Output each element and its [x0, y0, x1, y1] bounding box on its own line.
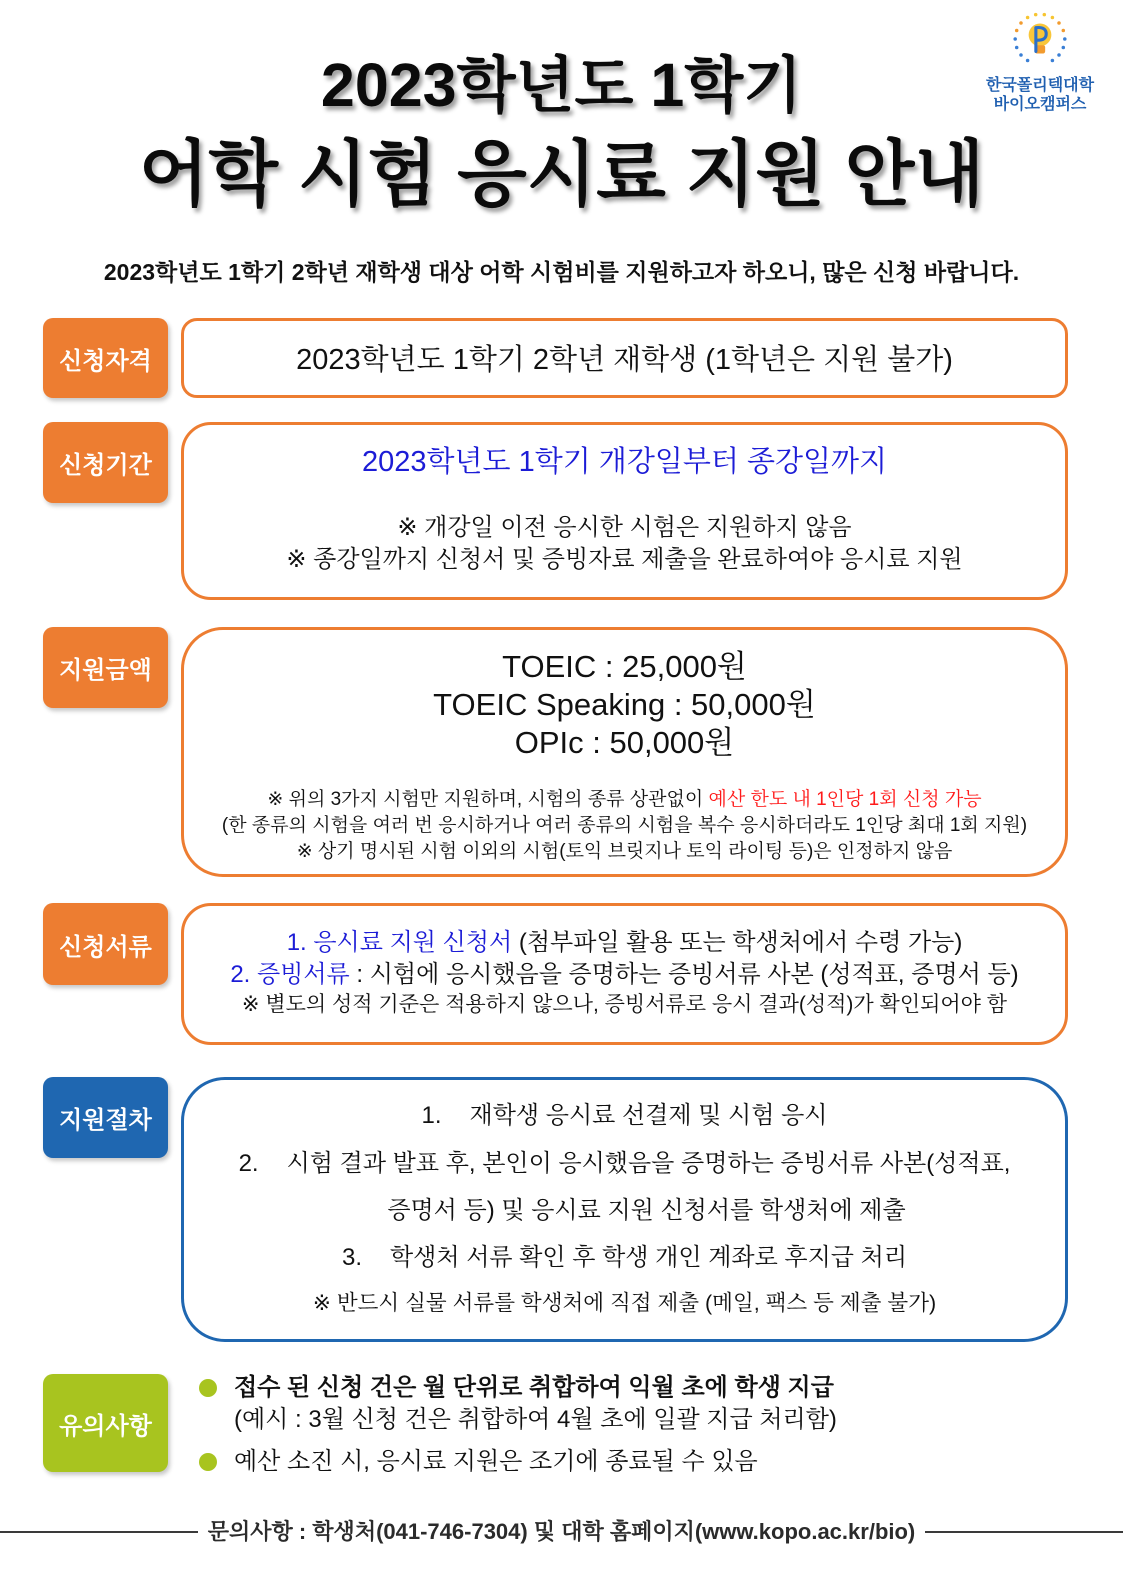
green-dot-bullet-icon	[199, 1379, 217, 1397]
document-item-name: 1. 응시료 지원 신청서	[286, 929, 513, 956]
amount-item-opic: OPIc : 50,000원	[514, 725, 735, 760]
eligibility-box	[181, 318, 1068, 398]
amount-note-2: (한 종류의 시험을 여러 번 응시하거나 여러 종류의 시험을 복수 응시하더라도 1인당 최대 1회 지원)	[221, 815, 1028, 836]
step-text: 재학생 응시료 선결제 및 시험 응시	[469, 1102, 828, 1129]
label-notice: 유의사항	[43, 1374, 168, 1472]
documents-note: ※ 별도의 성적 기준은 적용하지 않으나, 증빙서류로 응시 결과(성적)가 확인되어야 함	[241, 993, 1008, 1016]
college-logo	[975, 10, 1105, 114]
logo-name-line2: 바이오캠퍼스	[993, 96, 1087, 113]
amount-note-3: ※ 상기 명시된 시험 이외의 시험(토익 브릿지나 토익 라이팅 등)은 인정하지 않음	[296, 841, 953, 862]
intro-text: 2023학년도 1학기 2학년 재학생 대상 어학 시험비를 지원하고자 하오니, 많은 신청 바랍니다.	[103, 259, 1020, 285]
logo-name-line1: 한국폴리텍대학	[985, 77, 1095, 94]
step-number: 2.	[238, 1150, 259, 1177]
footer-divider-right	[925, 1531, 1123, 1533]
label-documents: 신청서류	[43, 903, 168, 985]
period-note: ※ 개강일 이전 응시한 시험은 지원하지 않음	[397, 514, 852, 541]
document-item-name: 2. 증빙서류	[230, 961, 350, 988]
label-procedure: 지원절차	[43, 1077, 168, 1158]
document-item	[184, 927, 1065, 959]
green-dot-bullet-icon	[199, 1453, 217, 1471]
period-box	[181, 422, 1068, 600]
procedure-step-continued: 증명서 등) 및 응시료 지원 신청서를 학생처에 제출	[387, 1197, 906, 1224]
page-title-line1: 2023학년도 1학기	[320, 51, 803, 119]
procedure-box	[181, 1077, 1068, 1342]
step-text: 학생처 서류 확인 후 학생 개인 계좌로 후지급 처리	[389, 1244, 908, 1271]
amount-box	[181, 627, 1068, 877]
label-eligibility: 신청자격	[43, 318, 168, 398]
amount-note-1-text: ※ 위의 3가지 시험만 지원하며, 시험의 종류 상관없이	[267, 789, 709, 810]
document-item	[184, 959, 1065, 991]
procedure-step	[184, 1099, 1065, 1133]
documents-box	[181, 903, 1068, 1045]
notice-item-example: (예시 : 3월 신청 건은 취합하여 4월 초에 일괄 지급 처리함)	[234, 1406, 837, 1433]
period-main-text: 2023학년도 1학기 개강일부터 종강일까지	[361, 446, 888, 478]
amount-item-toeic: TOEIC : 25,000원	[502, 649, 747, 684]
step-text: 시험 결과 발표 후, 본인이 응시했음을 증명하는 증빙서류 사본(성적표,	[286, 1150, 1011, 1177]
amount-note-1	[184, 787, 1065, 813]
notice-item: 예산 소진 시, 응시료 지원은 조기에 종료될 수 있음	[234, 1448, 758, 1475]
period-note: ※ 종강일까지 신청서 및 증빙자료 제출을 완료하여야 응시료 지원	[286, 546, 963, 573]
footer-contact: 문의사항 : 학생처(041-746-7304) 및 대학 홈페이지(www.kopo.ac.kr/bio)	[207, 1519, 916, 1544]
footer	[0, 1518, 1123, 1546]
page-title-line2: 어학 시험 응시료 지원 안내	[138, 135, 985, 215]
document-item-detail: : 시험에 응시했음을 증명하는 증빙서류 사본 (성적표, 증명서 등)	[349, 961, 1019, 988]
logo-bulb	[1029, 24, 1052, 54]
logo-text	[975, 76, 1105, 114]
eligibility-text: 2023학년도 1학기 2학년 재학생 (1학년은 지원 불가)	[296, 344, 953, 376]
step-number: 3.	[341, 1244, 362, 1271]
step-number: 1.	[421, 1102, 442, 1129]
notice-item: 접수 된 신청 건은 월 단위로 취합하여 익월 초에 학생 지급	[234, 1374, 834, 1401]
lightbulb-logo-icon	[1009, 10, 1071, 68]
amount-item-toeic-speaking: TOEIC Speaking : 50,000원	[433, 687, 816, 722]
document-item-detail: (첨부파일 활용 또는 학생처에서 수령 가능)	[512, 929, 963, 956]
amount-note-1-highlight: 예산 한도 내 1인당 1회 신청 가능	[708, 789, 982, 810]
footer-divider-left	[0, 1531, 198, 1533]
label-amount: 지원금액	[43, 627, 168, 708]
label-period: 신청기간	[43, 422, 168, 503]
procedure-step	[184, 1241, 1065, 1275]
procedure-note: ※ 반드시 실물 서류를 학생처에 직접 제출 (메일, 팩스 등 제출 불가)	[312, 1291, 937, 1315]
procedure-step	[184, 1147, 1065, 1181]
